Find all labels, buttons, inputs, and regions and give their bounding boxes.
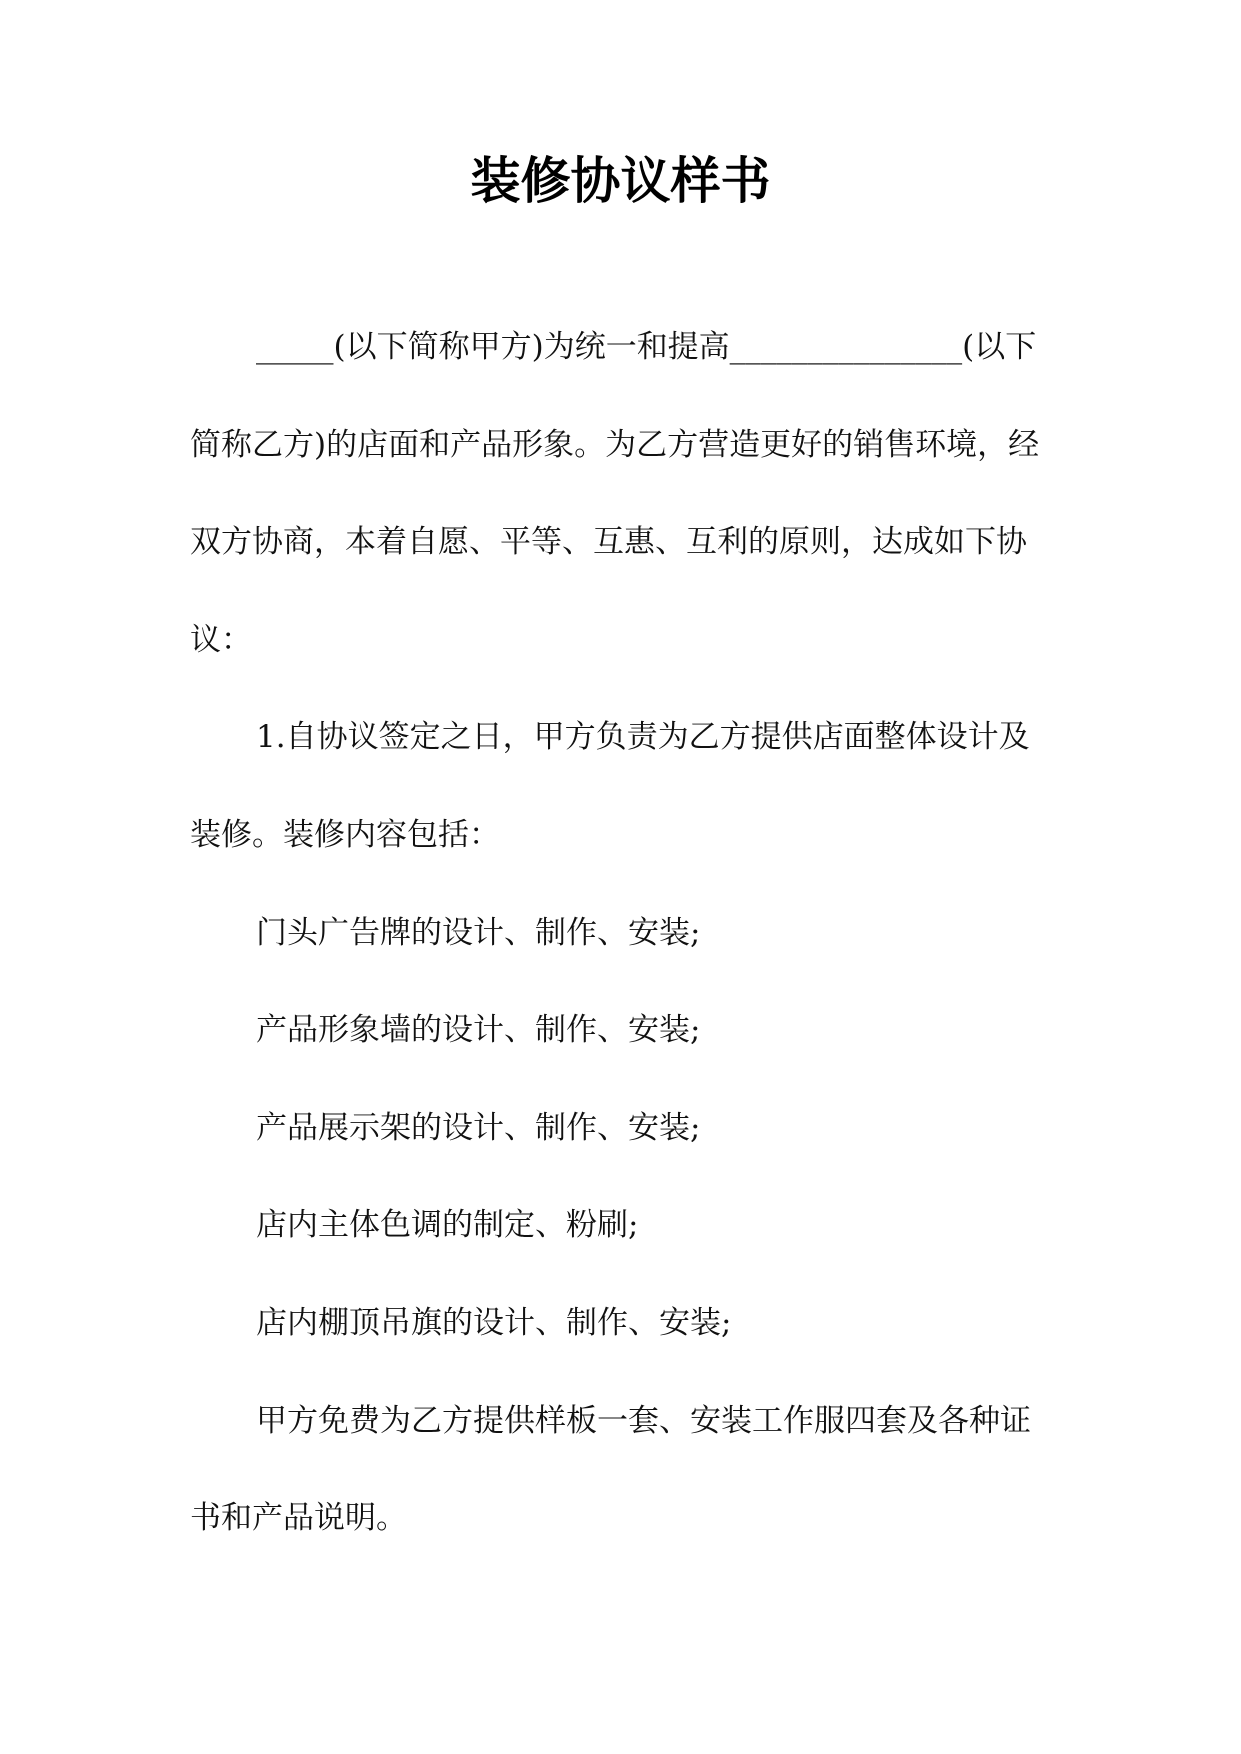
document-body	[190, 299, 1050, 1568]
list-item-color-tone: 店内主体色调的制定、粉刷;	[256, 1207, 639, 1244]
list-item-signboard: 门头广告牌的设计、制作、安装;	[256, 914, 701, 951]
list-item-display-rack: 产品展示架的设计、制作、安装;	[256, 1109, 701, 1146]
list-item-ceiling-flags: 店内棚顶吊旗的设计、制作、安装;	[256, 1304, 732, 1341]
list-item-image-wall: 产品形象墙的设计、制作、安装;	[256, 1012, 701, 1049]
document-title: 装修协议样书	[470, 151, 771, 210]
paragraph-intro: _____(以下简称甲方)为统一和提高_______________(以下简称乙方)的店面和产品形象。为乙方营造更好的销售环境，经双方协商，本着自愿、平等、互惠、互利的原则，达成如下协议：	[190, 329, 1040, 658]
paragraph-clause-1: 1.自协议签定之日，甲方负责为乙方提供店面整体设计及装修。装修内容包括：	[190, 719, 1030, 853]
paragraph-free-supplies: 甲方免费为乙方提供样板一套、安装工作服四套及各种证书和产品说明。	[190, 1402, 1031, 1537]
